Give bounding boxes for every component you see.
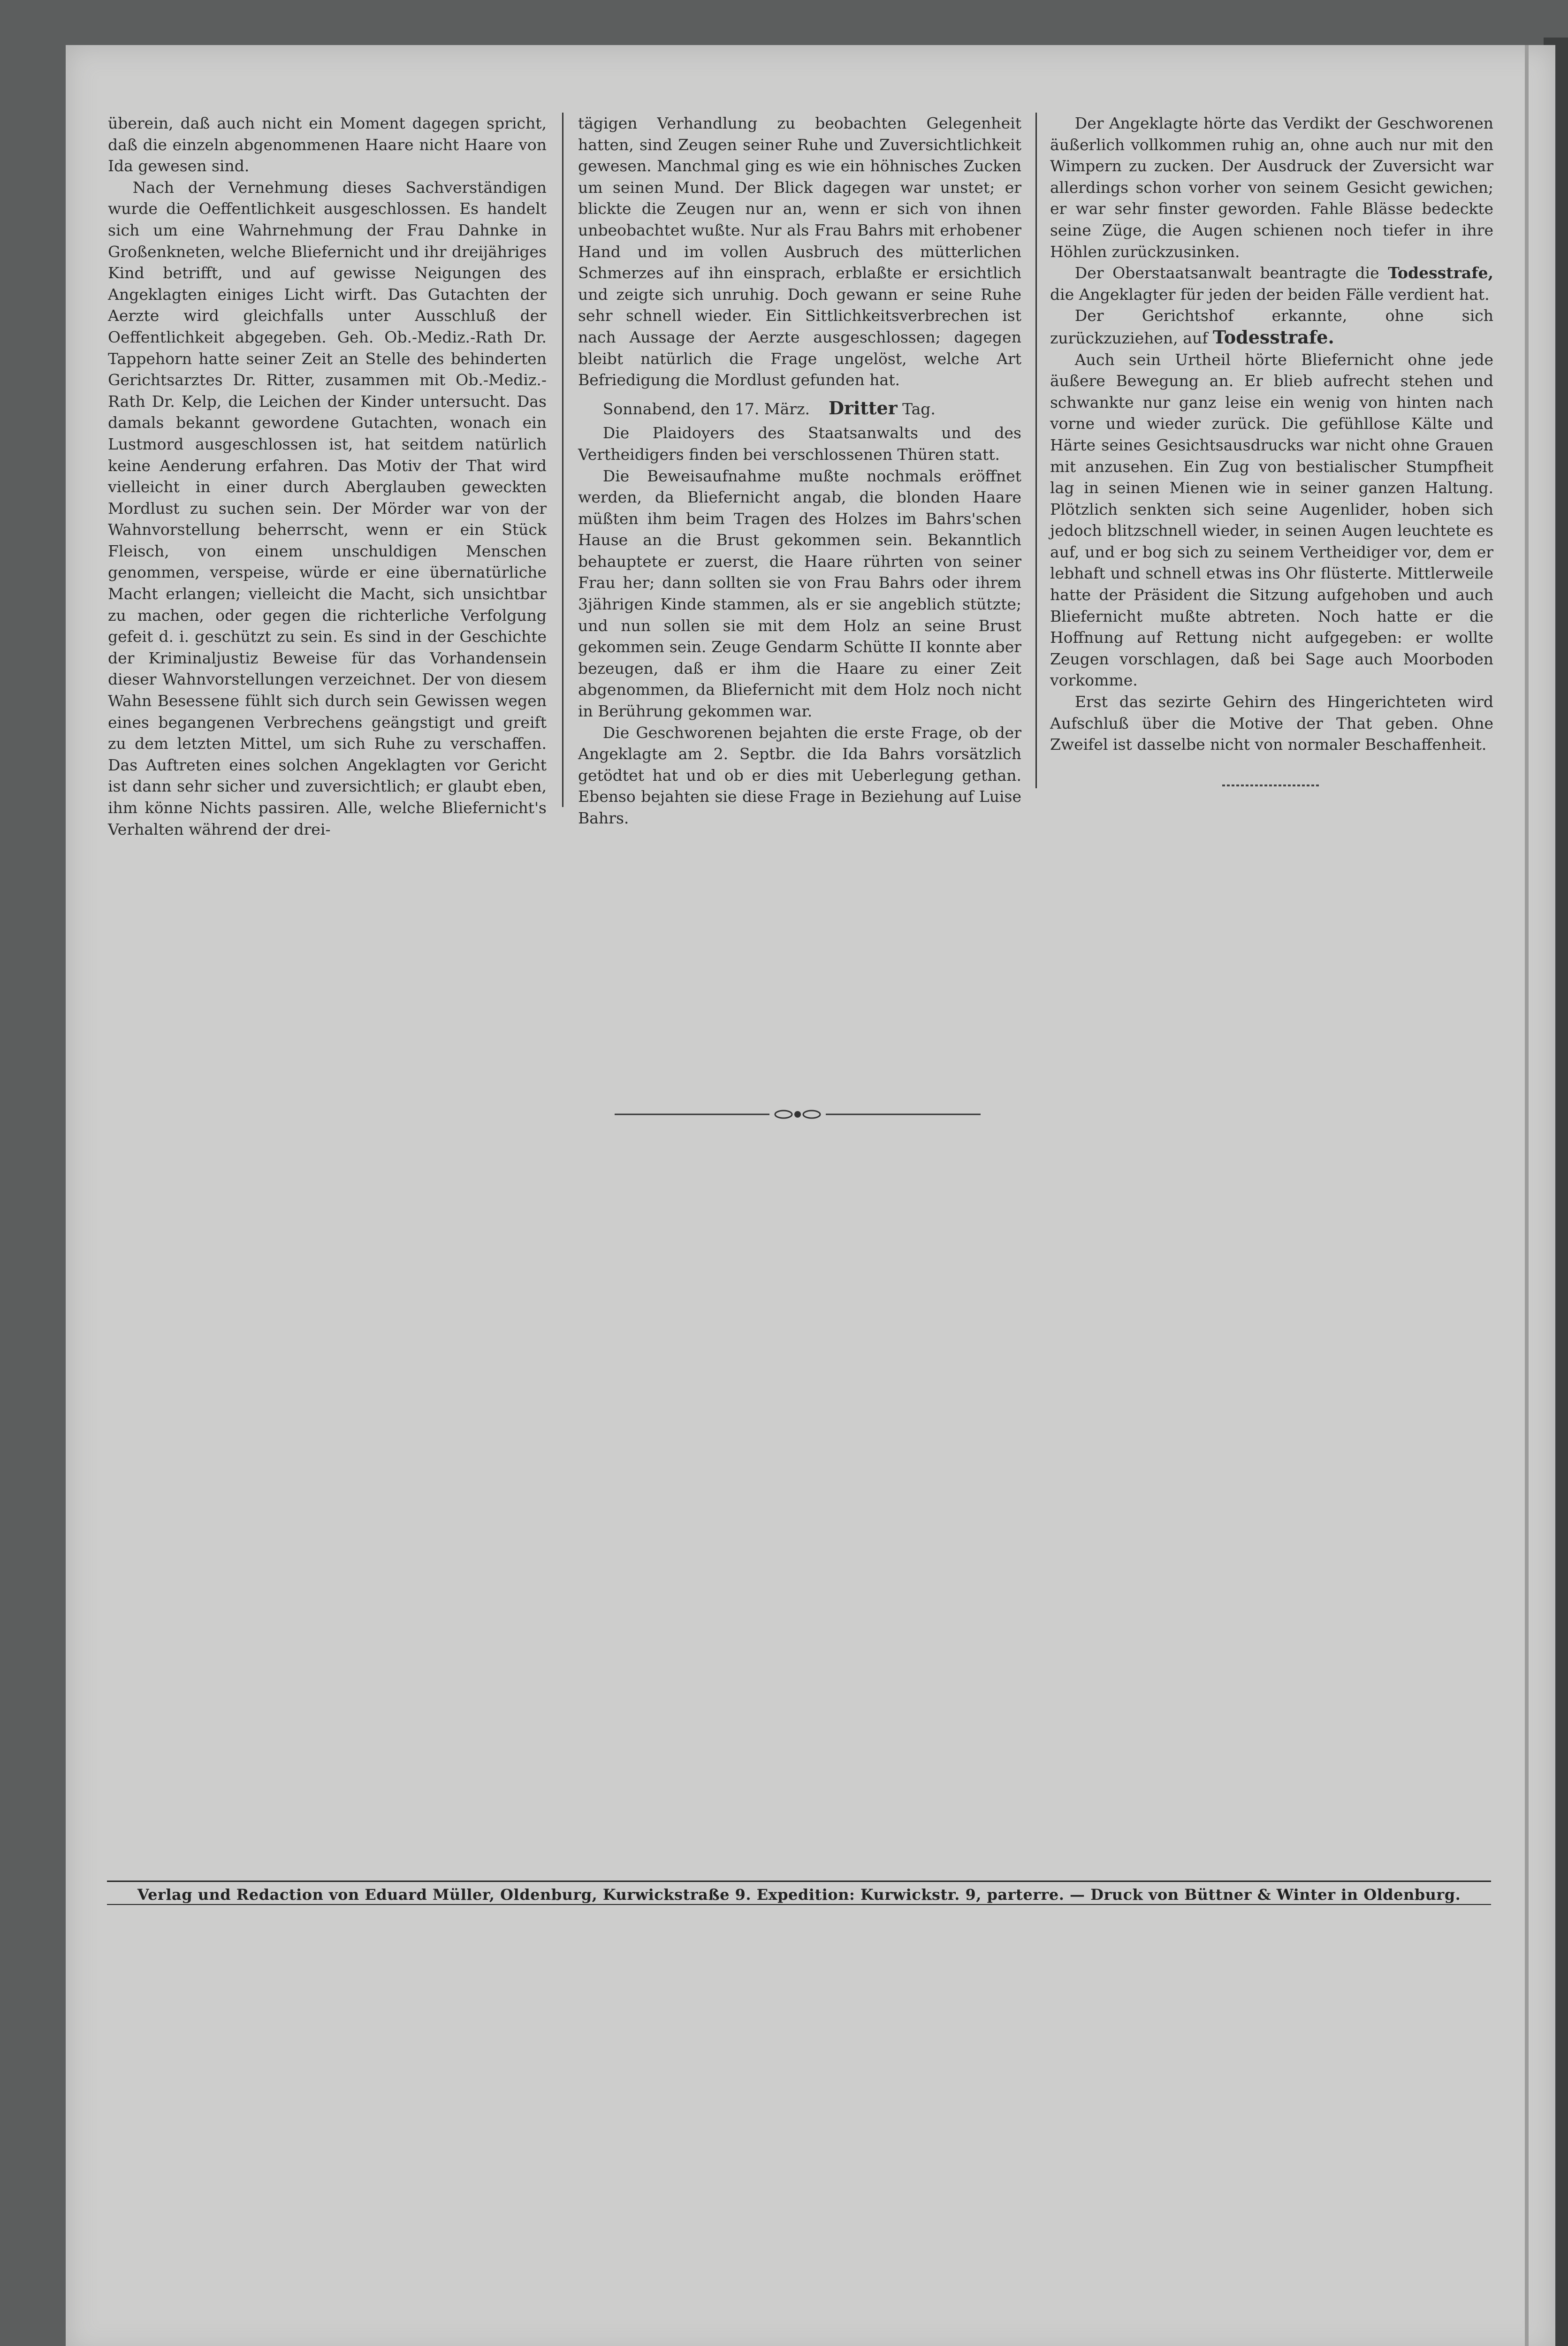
sentence-death-penalty-1: Todesstrafe, bbox=[1388, 264, 1493, 282]
col3-paragraph-3 bbox=[1050, 305, 1493, 349]
col3-paragraph-1: Der Angeklagte hörte das Verdikt der Geschworenen äußerlich vollkommen ruhig an, ohne auch nur mit den Wimpern zu zucken. Der Ausdruck der Zuversicht war allerdings schon vorher von seinem Gesicht gewichen; er war sehr finster geworden. Fahle Blässe bedeckte seine Züge, die Augen schienen noch tiefer in ihre Höhlen zurückzusinken. bbox=[1050, 114, 1493, 261]
column-divider-2 bbox=[1035, 113, 1037, 788]
dateline-day-bold: Dritter bbox=[828, 397, 898, 419]
article-column-1 bbox=[108, 113, 547, 840]
col2-paragraph-3: Die Beweisaufnahme mußte nochmals eröffnet werden, da Bliefernicht angab, die blonden Haare müßten ihm beim Tragen des Holzes im Bahrs'schen Hause an die Brust gekommen sein. Bekanntlich behauptete er zuerst, die Haare rührten von seiner Frau her; dann sollten sie von Frau Bahrs oder ihrem 3jährigen Kinde stammen, als er sie angeblich stützte; und nun sollen sie mit dem Holz an seine Brust gekommen sein. Zeuge Gendarm Schütte II konnte aber bezeugen, daß er ihm die Haare zu einer Zeit abgenommen, da Bliefernicht mit dem Holz noch nicht in Berührung gekommen war. bbox=[578, 466, 1021, 721]
col1-paragraph-2: Nach der Vernehmung dieses Sachverständigen wurde die Oeffentlichkeit ausgeschlossen. Es handelt sich um eine Wahrnehmung der Frau Dahnke in Großenkneten, welche Bliefernicht und ihr dreijähriges Kind betrifft, und auf gewisse Neigungen des Angeklagten einiges Licht wirft. Das Gutachten der Aerzte wird gleichfalls unter Ausschluß der Oeffentlichkeit abgegeben. Geh. Ob.-Mediz.-Rath Dr. Tappehorn hatte seiner Zeit an Stelle des behinderten Gerichtsarztes Dr. Ritter, zusammen mit Ob.-Mediz.-Rath Dr. Kelp, die Leichen der Kinder untersucht. Das damals bekannt gewordene Gutachten, wonach ein Lustmord ausgeschlossen ist, hat seitdem natürlich keine Aenderung erfahren. Das Motiv der That wird vielleicht in einer durch Aberglauben geweckten Mordlust zu suchen sein. Der Mörder war von der Wahnvorstellung beherrscht, wenn er ein Stück Fleisch, von einem unschuldigen Menschen genommen, verspeise, würde er eine übernatürliche Macht erlangen; vielleicht die Macht, sich unsichtbar zu machen, oder gegen die richterliche Verfolgung gefeit d. i. geschützt zu sein. Es sind in der Geschichte der Kriminaljustiz Beweise für das Vorhandensein dieser Wahnvorstellungen verzeichnet. Der von diesem Wahn Besessene fühlt sich durch sein Gewissen wegen eines begangenen Verbrechens geängstigt und greift zu dem letzten Mittel, um sich Ruhe zu verschaffen. Das Auftreten eines solchen Angeklagten vor Gericht ist dann sehr sicher und zuversichtlich; er glaubt eben, ihm könne Nichts passiren. Alle, welche Bliefernicht's Verhalten während der drei- bbox=[108, 178, 547, 838]
dateline-day-rest: Tag. bbox=[902, 399, 936, 418]
dateline bbox=[578, 397, 1021, 420]
article-column-3 bbox=[1050, 113, 1493, 755]
col2-paragraph-2: Die Plaidoyers des Staatsanwalts und des Vertheidigers finden bei verschlossenen Thüren statt. bbox=[578, 424, 1021, 464]
col3-p2-text-a: Der Oberstaatsanwalt beantragte die bbox=[1074, 264, 1379, 282]
end-of-article-rule bbox=[1222, 785, 1321, 786]
col3-paragraph-5: Erst das sezirte Gehirn des Hingerichteten wird Aufschluß über die Motive der That geben. Ohne Zweifel ist dasselbe nicht von normaler Beschaffenheit. bbox=[1050, 693, 1493, 754]
col3-p3-text-a: Der Gerichtshof erkannte, ohne sich zurückzuziehen, auf bbox=[1050, 306, 1493, 347]
footer-rule-top bbox=[107, 1881, 1491, 1882]
col1-paragraph-1: überein, daß auch nicht ein Moment dagegen spricht, daß die einzeln abgenommenen Haare nicht Haare von Ida gewesen sind. bbox=[108, 114, 547, 175]
binding-line bbox=[1525, 45, 1529, 2346]
column-divider-1 bbox=[562, 113, 563, 807]
col2-paragraph-1: tägigen Verhandlung zu beobachten Gelegenheit hatten, sind Zeugen seiner Ruhe und Zuversichtlichkeit gewesen. Manchmal ging es wie ein höhnisches Zucken um seinen Mund. Der Blick dagegen war unstet; er blickte die Zeugen nur an, wenn er sich von ihnen unbeobachtet wußte. Nur als Frau Bahrs mit erhobener Hand und im vollen Ausbruch des mütterlichen Schmerzes auf ihn einsprach, erblaßte er ersichtlich und zeigte sich unruhig. Doch gewann er seine Ruhe sehr schnell wieder. Ein Sittlichkeitsverbrechen ist nach Aussage der Aerzte ausgeschlossen; dagegen bleibt natürlich die Frage ungelöst, welche Art Befriedigung die Mordlust gefunden hat. bbox=[578, 114, 1021, 389]
col3-paragraph-2 bbox=[1050, 262, 1493, 305]
footer-rule-bottom bbox=[107, 1904, 1491, 1905]
decorative-ornament-icon bbox=[615, 1107, 981, 1121]
sentence-death-penalty-2: Todesstrafe. bbox=[1212, 326, 1334, 348]
dateline-date: Sonnabend, den 17. März. bbox=[602, 399, 810, 418]
col2-paragraph-4: Die Geschworenen bejahten die erste Frage, ob der Angeklagte am 2. Septbr. die Ida Bahrs vorsätzlich getödtet hat und ob er dies mit Ueberlegung gethan. Ebenso bejahten sie diese Frage in Beziehung auf Luise Bahrs. bbox=[578, 723, 1021, 827]
article-column-2 bbox=[578, 113, 1021, 829]
col3-p2-text-c: die Angeklagter für jeden der beiden Fälle verdient hat. bbox=[1050, 285, 1490, 304]
publisher-imprint: Verlag und Redaction von Eduard Müller, Oldenburg, Kurwickstraße 9. Expedition: Kurwickstr. 9, parterre. — Druck von Büttner & Winter in Oldenburg. bbox=[137, 1886, 1461, 1904]
col3-paragraph-4: Auch sein Urtheil hörte Bliefernicht ohne jede äußere Bewegung an. Er blieb aufrecht stehen und schwankte nur ganz leise ein wenig von hinten nach vorne und wieder zurück. Die gefühllose Kälte und Härte seines Gesichtsausdrucks war nicht ohne Grauen mit anzusehen. Ein Zug von bestialischer Stumpfheit lag in seinen Mienen wie in seiner ganzen Haltung. Plötzlich senkten sich seine Augenlider, hoben sich jedoch blitzschnell wieder, in seinen Augen leuchtete es auf, und er bog sich zu seinem Vertheidiger vor, dem er lebhaft und schnell etwas ins Ohr flüsterte. Mittlerweile hatte der Präsident die Sitzung aufgehoben und auch Bliefernicht mußte abtreten. Noch hatte er die Hoffnung auf Rettung nicht aufgegeben: er wollte Zeugen vorschlagen, daß bei Sage auch Moorboden vorkomme. bbox=[1050, 350, 1493, 690]
